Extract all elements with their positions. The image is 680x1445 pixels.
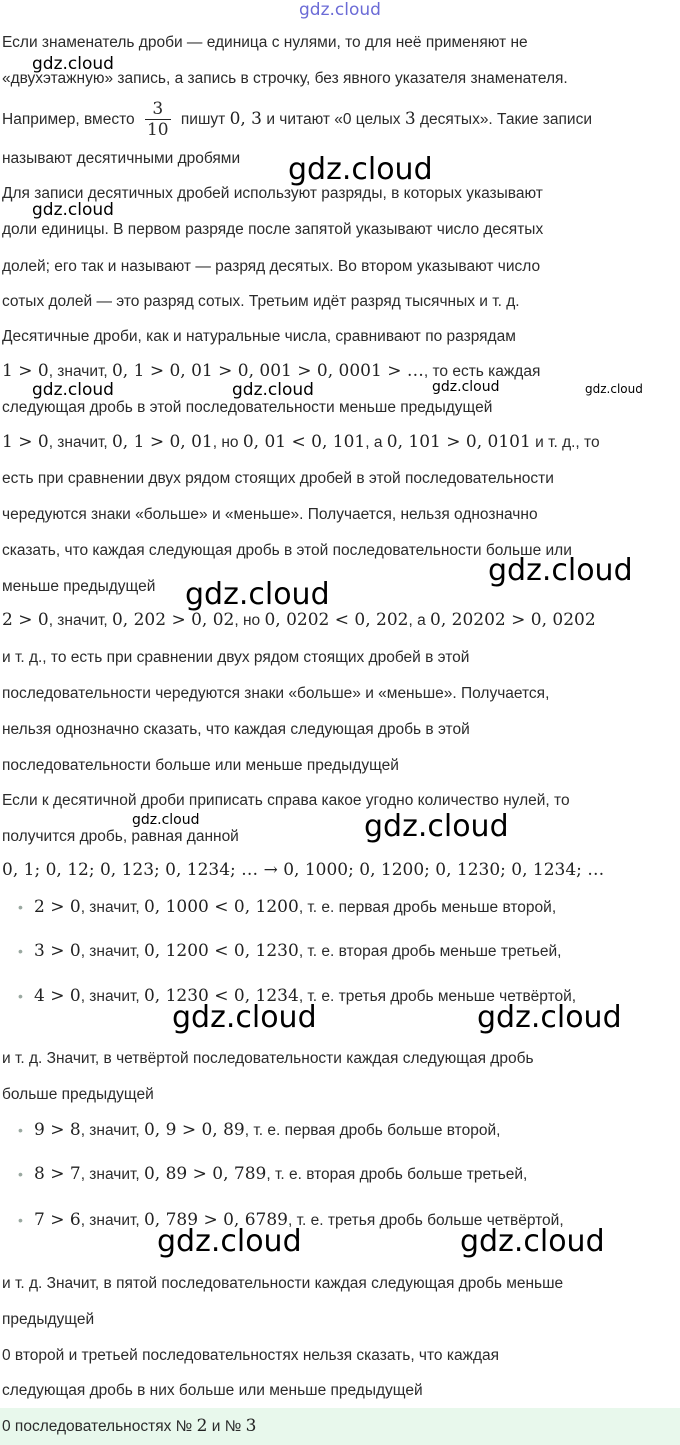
p1-line-3 — [2, 99, 678, 140]
answer-box — [0, 1408, 680, 1445]
s5-bullet-1 — [34, 1120, 678, 1141]
s4-bullet-1 — [34, 897, 678, 918]
s4-b2-math-1: 3 > 0 — [34, 941, 81, 961]
s5-b1-math-1: 9 > 8 — [34, 1120, 81, 1140]
s5-b3-math-1: 7 > 6 — [34, 1210, 81, 1230]
watermark: gdz.cloud — [488, 553, 633, 588]
bullet-dot: • — [18, 899, 23, 915]
s3-line-3: последовательности чередуются знаки «больше» и «меньше». Получается, — [2, 685, 550, 702]
s5-b1-text-1: , значит, — [80, 1122, 140, 1139]
s4-b3-text-2: , т. е. третья дробь меньше четвёртой, — [298, 988, 577, 1005]
s4-conclusion-1: и т. д. Значит, в четвёртой последовательности каждая следующая дробь — [2, 1050, 534, 1067]
watermark: gdz.cloud — [477, 1000, 622, 1035]
s3-line-5: последовательности больше или меньше предыдущей — [2, 757, 399, 774]
watermark: gdz.cloud — [32, 54, 114, 74]
watermark: gdz.cloud — [585, 382, 643, 396]
s4-b2-math-2: 0, 1200 < 0, 1230 — [143, 941, 299, 961]
s2-line-2: есть при сравнении двух рядом стоящих дробей в этой последовательности — [2, 470, 554, 487]
bullet-dot: • — [18, 1166, 23, 1182]
watermark: gdz.cloud — [132, 812, 200, 828]
p2-line-4: сотых долей — это разряд сотых. Третьим идёт разряд тысячных и т. д. — [2, 293, 520, 310]
s4-b3-math-1: 4 > 0 — [34, 986, 81, 1006]
s1-line-2: следующая дробь в этой последовательности меньше предыдущей — [2, 399, 493, 416]
s4-b2-text-1: , значит, — [80, 943, 140, 960]
s2-math-1: 1 > 0 — [2, 432, 49, 452]
s4-conclusion-2: больше предыдущей — [2, 1086, 154, 1103]
top-watermark: gdz.cloud — [299, 0, 381, 20]
p1-l3-text-b: пишут — [180, 111, 226, 128]
s5-b3-text-1: , значит, — [80, 1212, 140, 1229]
s5-b3-text-2: , т. е. третья дробь больше четвёртой, — [288, 1212, 564, 1229]
s4-line-1: Если к десятичной дроби приписать справа какое угодно количество нулей, то — [2, 792, 570, 809]
s5-b2-math-2: 0, 89 > 0, 789 — [143, 1164, 267, 1184]
watermark: gdz.cloud — [32, 200, 114, 220]
s2-line-3: чередуются знаки «больше» и «меньше». Получается, нельзя однозначно — [2, 506, 538, 523]
s5-bullet-2 — [34, 1164, 678, 1185]
s3-math-1: 2 > 0 — [2, 610, 49, 630]
s2-line-5: меньше предыдущей — [2, 578, 156, 595]
s1-math-1: 1 > 0 — [2, 361, 49, 381]
watermark: gdz.cloud — [172, 1000, 317, 1035]
bullet-dot: • — [18, 1212, 23, 1228]
p1-line-2: «двухэтажную» запись, а запись в строчку, без явного указателя знаменателя. — [2, 70, 568, 87]
s1-math-2: 0, 1 > 0, 01 > 0, 001 > 0, 0001 > … — [111, 361, 424, 381]
bullet-dot: • — [18, 943, 23, 959]
s3-text-1: , значит, — [48, 612, 108, 629]
answer-text-1: 0 последовательностях № — [2, 1418, 193, 1435]
p1-l3-math-2: 3 — [404, 109, 416, 129]
s4-b1-text-1: , значит, — [80, 899, 140, 916]
bullet-dot: • — [18, 988, 23, 1004]
p1-l3-text-a: Например, вместо — [2, 111, 135, 128]
watermark: gdz.cloud — [185, 577, 330, 612]
s2-text-1: , значит, — [48, 434, 108, 451]
s4-b2-text-2: , т. е. вторая дробь меньше третьей, — [298, 943, 562, 960]
s1-line-1 — [2, 361, 678, 382]
s4-b1-math-1: 2 > 0 — [34, 897, 81, 917]
s6-line-2: следующая дробь в них больше или меньше предыдущей — [2, 1382, 423, 1399]
s3-math-3: 0, 0202 < 0, 202 — [264, 610, 409, 630]
watermark: gdz.cloud — [460, 1224, 605, 1259]
s2-line-1 — [2, 432, 678, 453]
s3-line-2: и т. д., то есть при сравнении двух рядом стоящих дробей в этой — [2, 649, 470, 666]
s2-math-3: 0, 01 < 0, 101 — [242, 432, 366, 452]
s3-math-4: 0, 20202 > 0, 0202 — [430, 610, 596, 630]
s4-b1-math-2: 0, 1000 < 0, 1200 — [143, 897, 299, 917]
answer-math-1: 2 — [196, 1416, 208, 1436]
s3-math-2: 0, 202 > 0, 02 — [111, 610, 235, 630]
s5-conclusion-1: и т. д. Значит, в пятой последовательности каждая следующая дробь меньше — [2, 1275, 564, 1292]
p1-l3-text-c: и читают «0 целых — [266, 111, 401, 128]
s5-b2-text-2: , т. е. вторая дробь больше третьей, — [266, 1166, 528, 1183]
s5-conclusion-2: предыдущей — [2, 1311, 95, 1328]
watermark: gdz.cloud — [232, 380, 314, 400]
s4-bullet-2 — [34, 941, 678, 962]
s3-line-1 — [2, 610, 678, 631]
s6-line-1: 0 второй и третьей последовательностях нельзя сказать, что каждая — [2, 1347, 500, 1364]
s5-b2-text-1: , значит, — [80, 1166, 140, 1183]
s4-b1-text-2: , т. е. первая дробь меньше второй, — [298, 899, 557, 916]
s3-line-4: нельзя однозначно сказать, что каждая следующая дробь в этой — [2, 721, 470, 738]
s1-text-2: , то есть каждая — [423, 363, 541, 380]
s4-line-2: получится дробь, равная данной — [2, 828, 239, 845]
p2-line-3: долей; его так и называют — разряд десятых. Во втором указывают число — [2, 258, 541, 275]
s4-b3-text-1: , значит, — [80, 988, 140, 1005]
p2-line-2: доли единицы. В первом разряде после запятой указывают число десятых — [2, 221, 544, 238]
watermark: gdz.cloud — [288, 152, 433, 187]
answer-line — [2, 1416, 678, 1437]
bullet-dot: • — [18, 1122, 23, 1138]
watermark: gdz.cloud — [364, 809, 509, 844]
s4-sequence: 0, 1; 0, 12; 0, 123; 0, 1234; … → 0, 1000; 0, 1200; 0, 1230; 0, 1234; … — [2, 860, 605, 880]
fraction-numerator: 3 — [152, 99, 164, 120]
fraction-3-10 — [145, 99, 171, 140]
p1-l3-text-d: десятых». Такие записи — [420, 111, 592, 128]
s3-text-3: , а — [408, 612, 426, 629]
s2-text-2: , но — [212, 434, 239, 451]
fraction-denominator: 10 — [146, 120, 169, 141]
s3-text-2: , но — [234, 612, 261, 629]
p1-line-4: называют десятичными дробями — [2, 150, 241, 167]
s5-b2-math-1: 8 > 7 — [34, 1164, 81, 1184]
s2-math-4: 0, 101 > 0, 0101 — [386, 432, 531, 452]
watermark: gdz.cloud — [157, 1224, 302, 1259]
s5-b3-math-2: 0, 789 > 0, 6789 — [143, 1210, 288, 1230]
s5-b1-text-2: , т. е. первая дробь больше второй, — [244, 1122, 501, 1139]
answer-math-2: 3 — [245, 1416, 257, 1436]
s1-text-1: , значит, — [48, 363, 108, 380]
p2-line-5: Десятичные дроби, как и натуральные числа, сравнивают по разрядам — [2, 328, 516, 345]
s2-line-4: сказать, что каждая следующая дробь в этой последовательности больше или — [2, 542, 572, 559]
p1-l3-math-1: 0, 3 — [229, 109, 263, 129]
s2-text-3: , а — [365, 434, 383, 451]
s4-b3-math-2: 0, 1230 < 0, 1234 — [143, 986, 299, 1006]
s2-text-4: и т. д., то — [535, 434, 600, 451]
watermark: gdz.cloud — [32, 380, 114, 400]
s2-math-2: 0, 1 > 0, 01 — [111, 432, 213, 452]
s5-b1-math-2: 0, 9 > 0, 89 — [143, 1120, 245, 1140]
answer-text-2: и № — [211, 1418, 242, 1435]
p2-line-1: Для записи десятичных дробей используют разряды, в которых указывают — [2, 185, 543, 202]
watermark: gdz.cloud — [432, 379, 500, 395]
p1-line-1: Если знаменатель дроби — единица с нулями, то для неё применяют не — [2, 34, 528, 51]
